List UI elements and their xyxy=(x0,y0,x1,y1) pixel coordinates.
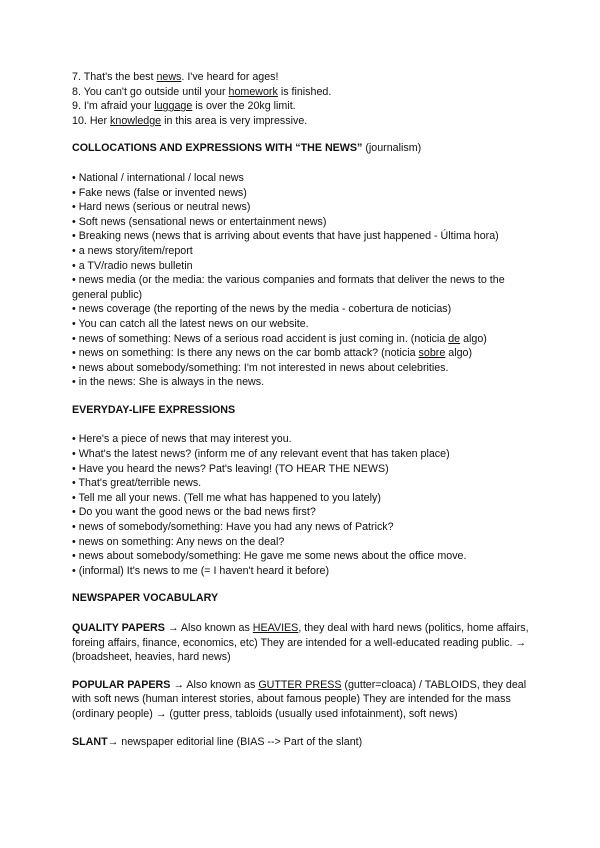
underlined-word: luggage xyxy=(154,100,193,113)
numbered-item-7: 7. That's the best news. I've heard for ages! xyxy=(72,71,279,83)
underlined-word: GUTTER PRESS xyxy=(258,678,342,691)
list-item: • Hard news (serious or neutral news) xyxy=(72,201,251,214)
list-item: • news about somebody/something: I'm not interested in news about celebrities. xyxy=(72,361,449,374)
list-item: • news on something: Is there any news on the car bomb attack? (noticia sobre algo) xyxy=(72,347,473,360)
numbered-item-9: 9. I'm afraid your luggage is over the 20kg limit. xyxy=(72,100,296,113)
everyday-heading: EVERYDAY-LIFE EXPRESSIONS xyxy=(72,403,236,416)
underlined-word: knowledge xyxy=(110,114,162,127)
list-item: • news coverage (the reporting of the news by the media - cobertura de noticias) xyxy=(72,303,452,316)
underlined-word: de xyxy=(448,332,461,345)
list-item: • Breaking news (news that is arriving about events that have just happened - Última hora) xyxy=(72,230,499,243)
list-item: • That's great/terrible news. xyxy=(72,477,202,490)
list-item: • Soft news (sensational news or entertainment news) xyxy=(72,215,327,228)
underlined-word: HEAVIES xyxy=(252,622,299,634)
numbered-item-8: 8. You can't go outside until your homework is finished. xyxy=(72,85,332,98)
vocab-heading: NEWSPAPER VOCABULARY xyxy=(72,592,219,605)
document-page xyxy=(72,70,532,749)
collocations-list xyxy=(72,171,532,390)
list-item: • National / international / local news xyxy=(72,171,244,184)
paragraph-spacer xyxy=(72,665,532,678)
list-item: • You can catch all the latest news on our website. xyxy=(72,317,309,330)
list-item: • a TV/radio news bulletin xyxy=(72,259,193,272)
slant-paragraph: SLANT→ newspaper editorial line (BIAS --> Part of the slant) xyxy=(72,735,363,748)
list-item: • Tell me all your news. (Tell me what has happened to you lately) xyxy=(72,491,381,504)
quality-papers-paragraph: QUALITY PAPERS → Also known as HEAVIES, they deal with hard news (politics, home affairs, foreing affairs, finance, economics, etc) They are intended for a well-educated reading public. → (broadsheet, heavies, hard news) xyxy=(72,622,529,664)
list-item: • news on something: Any news on the deal? xyxy=(72,535,285,548)
numbered-item-10: 10. Her knowledge in this area is very impressive. xyxy=(72,114,308,127)
numbered-list xyxy=(72,70,532,128)
collocations-heading: COLLOCATIONS AND EXPRESSIONS WITH “THE NEWS” (journalism) xyxy=(72,142,422,155)
list-item: • a news story/item/report xyxy=(72,244,193,257)
list-item: • What's the latest news? (inform me of any relevant event that has taken place) xyxy=(72,448,450,461)
everyday-list xyxy=(72,432,532,578)
list-item: • Do you want the good news or the bad news first? xyxy=(72,506,316,519)
list-item: • news media (or the media: the various companies and formats that deliver the news to the general public) xyxy=(72,274,505,301)
list-item: • Have you heard the news? Pat's leaving! (TO HEAR THE NEWS) xyxy=(72,462,389,475)
popular-papers-paragraph: POPULAR PAPERS → Also known as GUTTER PRESS (gutter=cloaca) / TABLOIDS, they deal with soft news (human interest stories, about famous people) They are intended for the mass (ordinary people) → (gutter press, tabloids (usually used infotainment), soft news) xyxy=(72,678,527,720)
list-item: • news of something: News of a serious road accident is just coming in. (noticia de algo) xyxy=(72,332,487,345)
underlined-word: news xyxy=(156,71,182,83)
underlined-word: sobre xyxy=(418,347,446,360)
paragraph-spacer xyxy=(72,722,532,735)
underlined-word: homework xyxy=(228,85,278,98)
list-item: • news of somebody/something: Have you had any news of Patrick? xyxy=(72,521,394,534)
list-item: • (informal) It's news to me (= I haven't heard it before) xyxy=(72,564,330,577)
list-item: • in the news: She is always in the news. xyxy=(72,376,265,389)
list-item: • news about somebody/something: He gave me some news about the office move. xyxy=(72,550,467,563)
list-item: • Here's a piece of news that may interest you. xyxy=(72,433,292,446)
list-item: • Fake news (false or invented news) xyxy=(72,186,247,199)
